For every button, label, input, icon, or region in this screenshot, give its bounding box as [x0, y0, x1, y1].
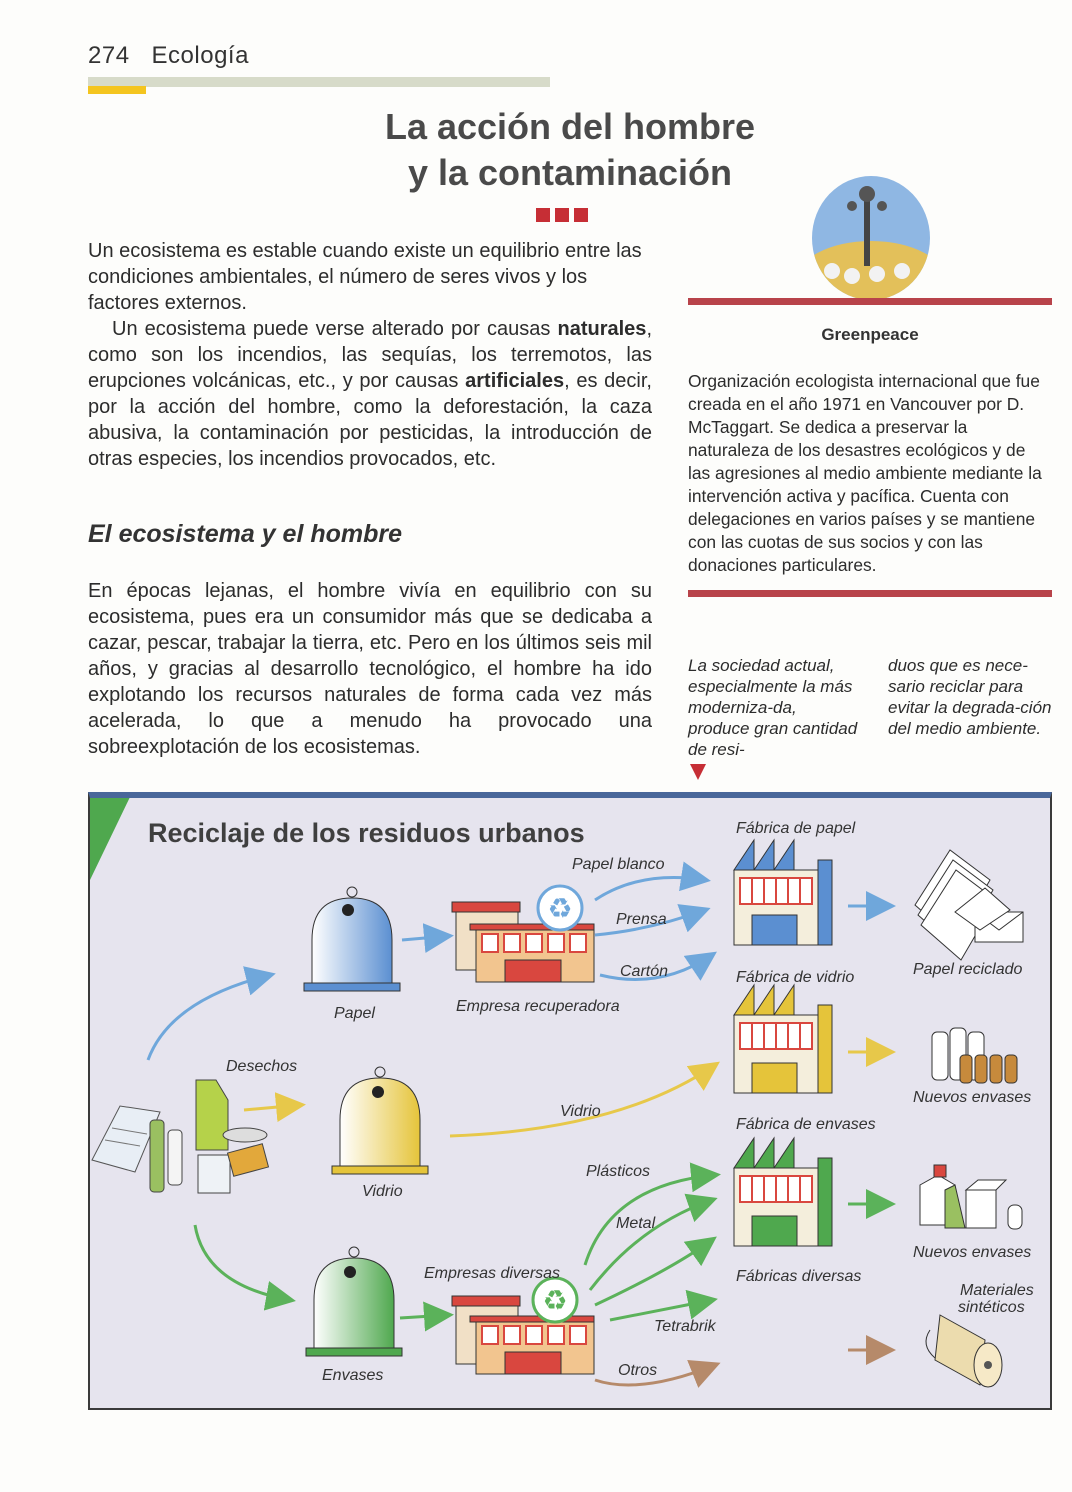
label-nuevos-envases-2: Nuevos envases: [913, 1244, 1032, 1261]
page-header: [88, 42, 249, 70]
term-artificiales: artificiales: [465, 370, 565, 392]
page-title: [300, 104, 840, 196]
label-prensa: Prensa: [616, 911, 667, 928]
new-packaging-icon: [920, 1165, 1022, 1229]
recovery-company-icon: [452, 886, 594, 982]
label-nuevos-envases-1: Nuevos envases: [913, 1089, 1032, 1106]
label-envases: Envases: [322, 1367, 384, 1384]
title-decoration: [536, 208, 593, 227]
sidebar-rule-top: [688, 298, 1052, 305]
synthetic-materials-roll-icon: [926, 1315, 1002, 1387]
page-number: 274: [88, 42, 130, 69]
sidebar-rule-bottom: [688, 590, 1052, 597]
label-papel-reciclado: Papel reciclado: [913, 961, 1023, 978]
label-carton: Cartón: [620, 963, 669, 980]
label-materiales: Materiales: [960, 1282, 1034, 1299]
svg-text:♻: ♻: [547, 892, 573, 925]
label-papel-blanco: Papel blanco: [572, 856, 665, 873]
recycling-diagram: [88, 792, 1052, 1410]
label-desechos: Desechos: [226, 1058, 298, 1075]
glass-container-icon: [332, 1067, 428, 1174]
subsection-paragraph: En épocas lejanas, el hombre vivía en equilibrio con su ecosistema, pues era un consumidor más que se dedicaba a cazar, pescar, trabajar la tierra, etc. Pero en los últimos seis mil años, y gracias al desarrollo tecnológico, el hombre ha ido explotando los recursos naturales de forma cada vez más acelerada, lo que a menudo ha provocado una sobreexplotación de los ecosistemas.: [88, 580, 652, 758]
title-line-1: La acción del hombre: [384, 106, 756, 147]
label-empresa-recuperadora: Empresa recuperadora: [456, 998, 620, 1015]
paper-container-icon: [304, 887, 400, 991]
glass-factory-icon: [734, 985, 832, 1093]
diagram-title: Reciclaje de los residuos urbanos: [148, 818, 585, 848]
label-tetrabrik: Tetrabrik: [654, 1318, 716, 1335]
label-otros: Otros: [618, 1362, 658, 1379]
intro-paragraph-1: Un ecosistema es estable cuando existe un equilibrio entre las condiciones ambientales, el número de seres vivos y los factores externos.: [88, 240, 642, 314]
packaging-factory-icon: [734, 1138, 832, 1246]
label-metal: Metal: [616, 1215, 656, 1232]
label-fabrica-vidrio: Fábrica de vidrio: [736, 969, 855, 986]
sidebar-title: Greenpeace: [821, 325, 919, 344]
subsection-heading: El ecosistema y el hombre: [88, 520, 403, 548]
label-fabrica-envases: Fábrica de envases: [736, 1116, 876, 1133]
label-fabrica-papel: Fábrica de papel: [736, 820, 856, 837]
header-rule: [88, 77, 550, 87]
diverse-companies-icon: [452, 1278, 594, 1374]
label-papel: Papel: [334, 1005, 375, 1022]
caption-col-2: duos que es nece-sario reciclar para evitar la degrada-ción del medio ambiente.: [888, 656, 1052, 738]
label-vidrio-container: Vidrio: [362, 1183, 403, 1200]
title-line-2: y la contaminación: [407, 152, 733, 193]
recycled-paper-icon: [915, 850, 1023, 960]
label-plasticos: Plásticos: [586, 1163, 651, 1180]
paper-factory-icon: [734, 840, 832, 945]
label-sinteticos: sintéticos: [958, 1299, 1025, 1316]
svg-text:♻: ♻: [542, 1284, 568, 1317]
greenpeace-photo: [812, 176, 930, 300]
header-accent: [88, 86, 146, 94]
label-empresas-diversas: Empresas diversas: [424, 1265, 561, 1282]
new-glass-containers-icon: [932, 1028, 1017, 1083]
term-naturales: naturales: [557, 318, 647, 340]
intro-paragraph-2: Un ecosistema puede verse alterado por causas naturales, como son los incendios, las sequías, los terremotos, las erupciones volcánicas, etc., y por causas artificiales, es decir, por la acción del hombre, como la deforestación, la caza abusiva, la contaminación por pesticidas, la introducción de otras especies, los incendios provocados, etc.: [88, 318, 652, 470]
caption-pointer-icon: [690, 764, 706, 780]
section-name: Ecología: [151, 42, 249, 69]
waste-pile-icon: [92, 1080, 268, 1193]
label-fabricas-diversas: Fábricas diversas: [736, 1268, 862, 1285]
packaging-container-icon: [306, 1247, 402, 1356]
sidebar-text: Organización ecologista internacional que fue creada en el año 1971 en Vancouver por D. McTaggart. Se dedica a preservar la naturaleza de los desastres ecológicos y de las agresiones al medio ambiente mediante la intervención activa y pacífica. Cuenta con delegaciones en varios países y se mantiene con las cuotas de sus socios y con las donaciones particulares.: [688, 371, 1042, 575]
label-vidrio-flow: Vidrio: [560, 1103, 601, 1120]
caption-col-1: La sociedad actual, especialmente la más moderniza-da, produce gran cantidad de resi-: [688, 656, 858, 759]
